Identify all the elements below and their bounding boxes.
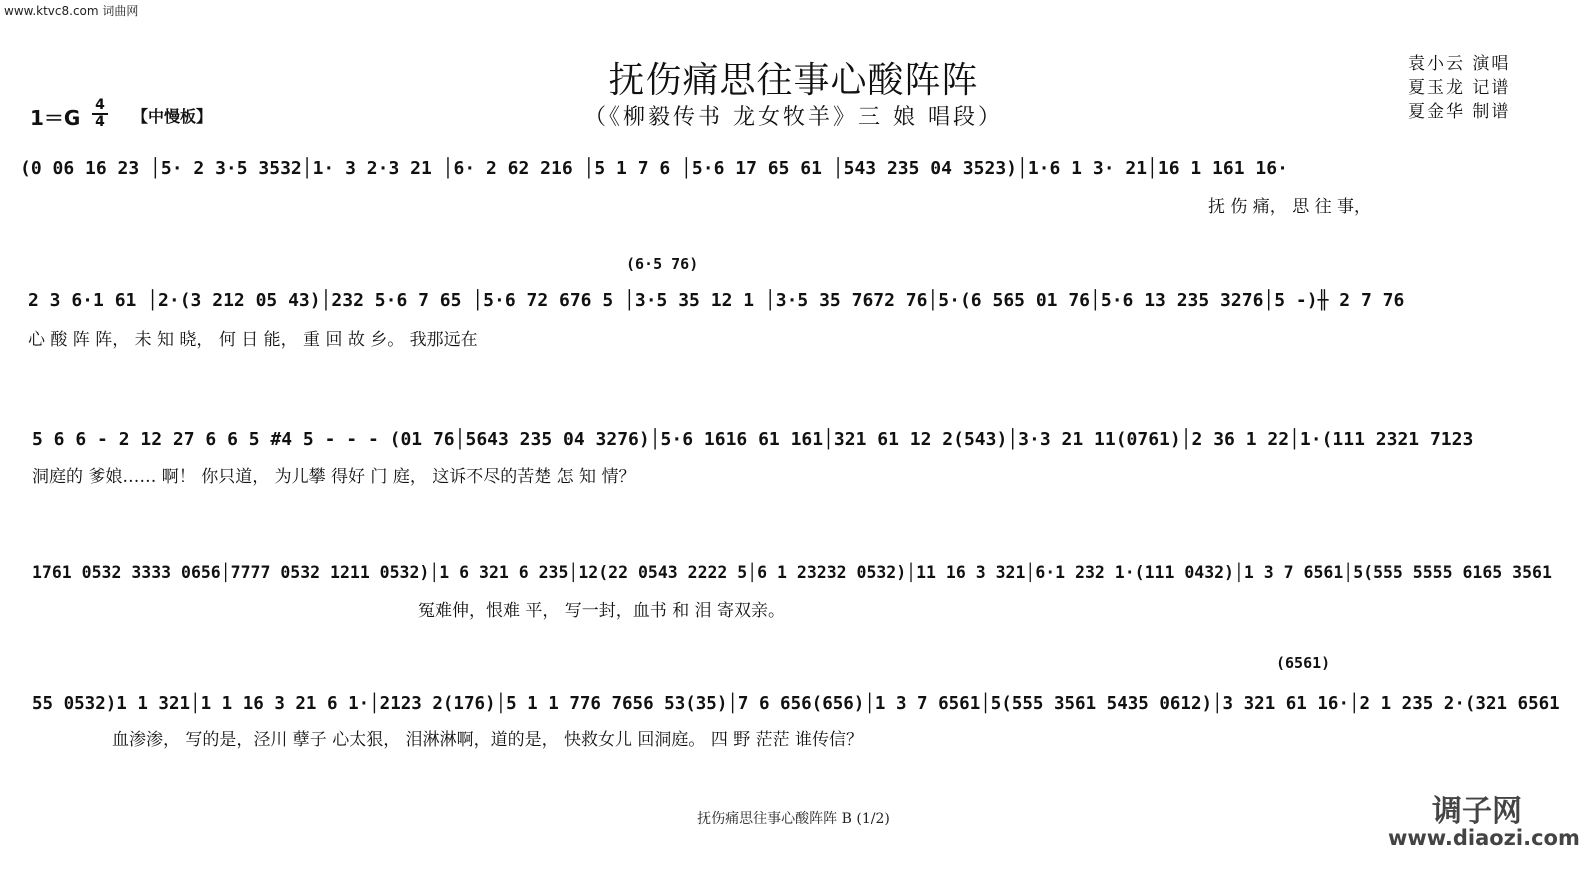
ornament-annotation: (6·5 76) (626, 255, 699, 273)
credit-engraver: 夏金华 制谱 (1408, 102, 1511, 122)
time-signature-bottom: 4 (92, 113, 108, 130)
time-signature (92, 98, 108, 130)
credit-transcriber: 夏玉龙 记谱 (1408, 78, 1511, 98)
tempo-marking: 【中慢板】 (132, 107, 213, 126)
page-footer: 抚伤痛思往事心酸阵阵 B (1/2) (697, 811, 890, 827)
notation-line-5: 55 0532)1 1 321│1 1 16 3 21 6 1·│2123 2(176)│5 1 1 776 7656 53(35)│7 6 656(656)│1 3 7 6561│5(555 3561 5435 0612)│3 321 61 16·│2 1 235 2·(321 6561 (32, 694, 1560, 714)
ornament-annotation: (6561) (1276, 654, 1331, 672)
site-logo-text: 调子网 (1432, 794, 1522, 829)
lyrics-line-3: 洞庭的 爹娘…… 啊！ 你只道， 为儿攀 得好 门 庭， 这诉不尽的苦楚 怎 知 情？ (32, 467, 636, 487)
notation-line-2: 2 3 6·1 61 │2·(3 212 05 43)│232 5·6 7 65 │5·6 72 676 5 │3·5 35 12 1 │3·5 35 7672 76│5·(6 565 01 76│5·6 13 235 3276│5 -)╫ 2 7 76 (28, 290, 1405, 311)
song-subtitle: （《柳毅传书 龙女牧羊》三 娘 唱段） (584, 105, 1003, 130)
notation-line-1: (0 06 16 23 │5· 2 3·5 3532│1· 3 2·3 21 │6· 2 62 216 │5 1 7 6 │5·6 17 65 61 │543 235 04 3523)│1·6 1 3· 21│16 1 161 16· (20, 158, 1288, 179)
lyrics-line-5: 血渗渗， 写的是，泾川 孽子 心太狠， 泪淋淋啊，道的是， 快救女儿 回洞庭。 四 野 茫茫 谁传信？ (112, 730, 864, 750)
lyrics-line-1: 抚 伤 痛， 思 往 事， (1208, 197, 1372, 217)
lyrics-line-2: 心 酸 阵 阵， 未 知 晓， 何 日 能， 重 回 故 乡。 我那远在 (28, 330, 478, 350)
credits (1408, 52, 1510, 124)
key-signature: 1＝G (30, 106, 81, 130)
notation-line-3: 5 6 6 - 2 12 27 6 6 5 #4 5 - - - (01 76│5643 235 04 3276)│5·6 1616 61 161│321 61 12 2(543)│3·3 21 11(0761)│2 36 1 22│1·(111 2321 7123 (32, 429, 1474, 450)
site-logo-url: www.diaozi.com (1388, 826, 1580, 850)
credit-performer: 袁小云 演唱 (1408, 54, 1511, 74)
site-watermark: www.ktvc8.com 词曲网 (4, 4, 139, 18)
notation-line-4: 1761 0532 3333 0656│7777 0532 1211 0532)│1 6 321 6 235│12(22 0543 2222 5│6 1 23232 0532)│11 16 3 321│6·1 232 1·(111 0432)│1 3 7 6561│5(555 5555 6165 3561 (32, 563, 1552, 582)
time-signature-top: 4 (95, 97, 105, 113)
song-title: 抚伤痛思往事心酸阵阵 (608, 60, 979, 101)
lyrics-line-4: 冤难伸，恨难 平， 写一封，血书 和 泪 寄双亲。 (418, 601, 786, 621)
